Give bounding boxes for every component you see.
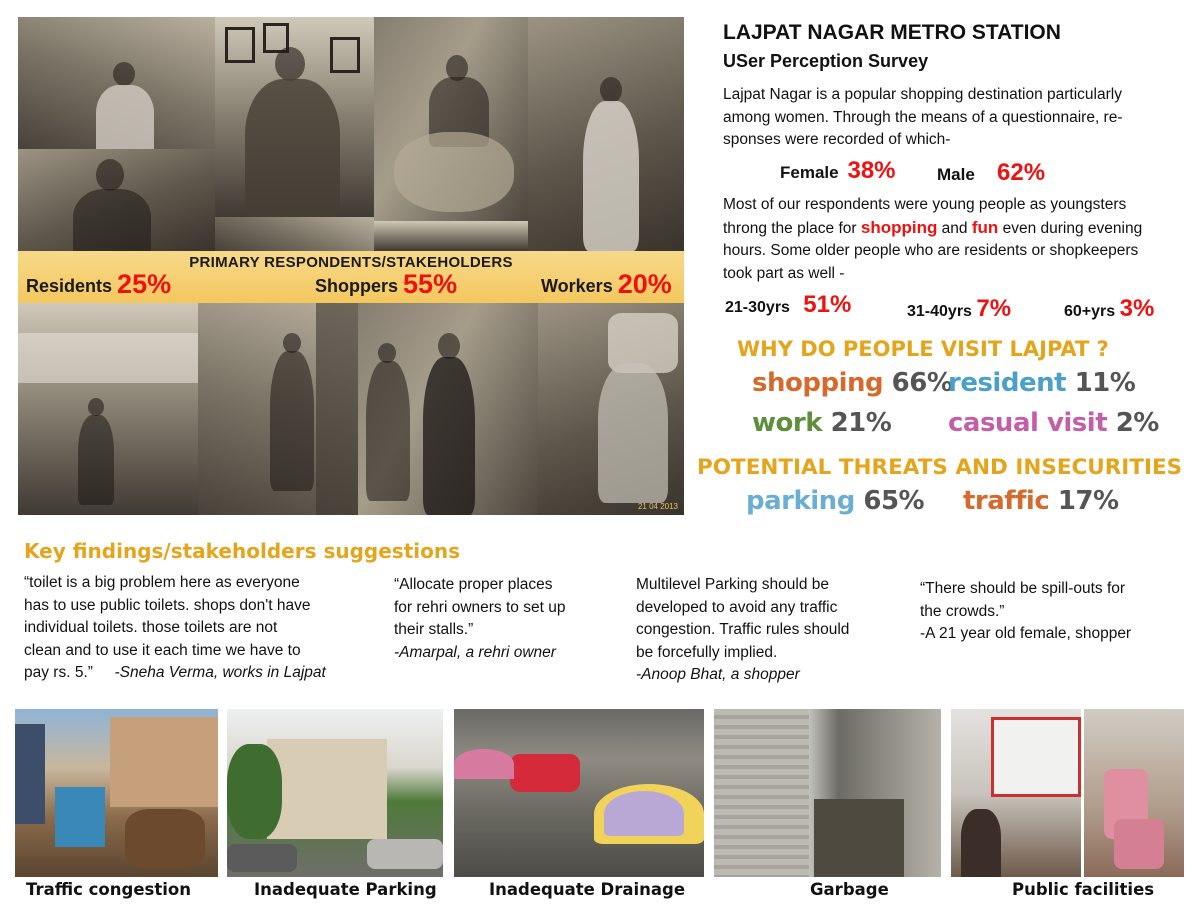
quote-line: “toilet is a big problem here as everyone	[24, 574, 300, 591]
stat-value: 3%	[1119, 295, 1155, 322]
quote-line	[24, 662, 326, 685]
text-run: even during evening	[998, 219, 1143, 237]
text-run: and	[937, 219, 972, 237]
stat-label: 31-40yrs	[907, 303, 972, 320]
threat-parking	[746, 486, 924, 516]
quote-line: their stalls.”	[394, 621, 474, 638]
quote-author: -Amarpal, a rehri owner	[394, 643, 556, 661]
caption-inadequate-drainage: Inadequate Drainage	[489, 880, 686, 899]
photo-vendor-woman	[374, 17, 528, 221]
group-label: Residents	[26, 276, 113, 296]
photo-young-man	[18, 149, 215, 251]
caption-public-facilities: Public facilities	[1012, 880, 1155, 899]
threat-traffic	[963, 486, 1119, 516]
page-subtitle: USer Perception Survey	[723, 51, 929, 71]
quote-toilets	[24, 572, 326, 685]
quote-spill-outs	[920, 578, 1131, 646]
threat-percent: 17%	[1057, 486, 1119, 516]
quote-line: for rehri owners to set up	[394, 598, 566, 616]
paragraph-line: Most of our respondents were young people as youngsters	[723, 196, 1127, 213]
group-percent: 20%	[617, 269, 672, 299]
quote-line: the crowds.”	[920, 602, 1005, 620]
stat-label: 21-30yrs	[725, 299, 790, 316]
caption-traffic-congestion: Traffic congestion	[26, 880, 191, 899]
highlight-fun: fun	[971, 217, 999, 237]
photo-public-facilities-2	[1084, 709, 1184, 877]
stat-value: 7%	[976, 295, 1012, 322]
group-percent: 25%	[117, 269, 172, 299]
quote-line: clean and to use it each time we have to	[24, 641, 301, 659]
quote-line: Multilevel Parking should be	[636, 576, 829, 593]
key-findings-title: Key findings/stakeholders suggestions	[24, 539, 460, 563]
threat-label: parking	[746, 486, 855, 516]
stat-value: 51%	[803, 291, 852, 318]
reason-percent: 2%	[1115, 408, 1159, 438]
primary-respondents-banner	[18, 251, 684, 303]
photo-walkers	[198, 303, 358, 515]
photo-shop-worker	[215, 17, 374, 217]
visit-reason-casual	[948, 408, 1159, 438]
photo-street-view	[18, 303, 198, 515]
text-run: throng the place for	[723, 219, 861, 237]
photo-inadequate-parking	[227, 709, 443, 877]
photo-market-men	[358, 303, 538, 515]
paragraph-line: took part as well -	[723, 264, 845, 282]
reason-label: shopping	[752, 368, 884, 398]
photo-traffic-congestion	[15, 709, 218, 877]
quote-line: individual toilets. those toilets are not	[24, 619, 278, 636]
stat-value: 38%	[847, 157, 896, 184]
age-21-30-stat	[725, 291, 851, 319]
stat-label: Male	[937, 165, 975, 184]
group-label: Shoppers	[315, 276, 399, 296]
group-label: Workers	[541, 276, 613, 296]
quote-author: -Sneha Verma, works in Lajpat	[114, 664, 326, 681]
photo-garbage	[714, 709, 941, 877]
visit-reason-work	[752, 408, 891, 438]
date-stamp: 21 04 2013	[637, 502, 678, 511]
visit-reason-resident	[948, 368, 1135, 398]
quote-line: developed to avoid any traffic	[636, 598, 838, 616]
intro-paragraph	[723, 84, 1123, 152]
respondent-group-shoppers	[315, 269, 457, 300]
threat-percent: 65%	[863, 486, 925, 516]
photo-inadequate-drainage	[454, 709, 704, 877]
age-60-plus-stat	[1064, 295, 1154, 323]
quote-rehri	[394, 574, 565, 664]
quote-parking	[636, 574, 849, 687]
intro-line: among women. Through the means of a questionnaire, re-	[723, 108, 1123, 126]
respondents-paragraph	[723, 194, 1142, 285]
reason-label: work	[752, 408, 822, 438]
stat-label: 60+yrs	[1064, 303, 1116, 320]
respondent-group-residents	[26, 269, 171, 300]
reason-label: casual visit	[948, 408, 1108, 438]
stat-value: 62%	[997, 159, 1046, 186]
quote-author: -Anoop Bhat, a shopper	[636, 666, 800, 683]
visit-reason-shopping	[752, 368, 952, 398]
stat-label: Female	[780, 163, 839, 182]
intro-line: Lajpat Nagar is a popular shopping destination particularly	[723, 86, 1122, 103]
photo-market-stalls	[374, 221, 528, 251]
photo-street-crowd	[215, 217, 374, 251]
quote-line: -A 21 year old female, shopper	[920, 625, 1132, 642]
photo-shopkeeper	[18, 17, 215, 149]
banner-title: PRIMARY RESPONDENTS/STAKEHOLDERS	[189, 254, 513, 271]
photo-woman-shopper	[538, 303, 684, 515]
threat-label: traffic	[963, 486, 1050, 516]
quote-line: has to use public toilets. shops don't have	[24, 596, 311, 614]
paragraph-line: hours. Some older people who are residents or shopkeepers	[723, 242, 1139, 259]
caption-inadequate-parking: Inadequate Parking	[254, 880, 437, 899]
quote-line: be forcefully implied.	[636, 643, 778, 661]
age-31-40-stat	[907, 295, 1011, 323]
threats-heading: POTENTIAL THREATS AND INSECURITIES	[697, 455, 1183, 480]
intro-line: sponses were recorded of which-	[723, 131, 951, 148]
caption-garbage: Garbage	[810, 880, 889, 899]
gender-female-stat	[780, 157, 896, 185]
quote-line: “There should be spill-outs for	[920, 580, 1126, 597]
paragraph-line	[723, 217, 1142, 241]
page-title: LAJPAT NAGAR METRO STATION	[723, 21, 1061, 44]
reason-percent: 11%	[1074, 368, 1136, 398]
highlight-shopping: shopping	[860, 217, 938, 237]
visit-heading: WHY DO PEOPLE VISIT LAJPAT ?	[737, 337, 1109, 361]
photo-old-man	[528, 17, 684, 251]
reason-label: resident	[948, 368, 1067, 398]
reason-percent: 21%	[830, 408, 892, 438]
group-percent: 55%	[403, 269, 458, 299]
quote-text: pay rs. 5.”	[24, 664, 93, 681]
photo-public-facilities-1	[951, 709, 1081, 877]
quote-line: “Allocate proper places	[394, 576, 553, 593]
gender-male-stat	[937, 159, 1045, 187]
quote-line: congestion. Traffic rules should	[636, 621, 850, 638]
respondent-group-workers	[541, 269, 672, 300]
reason-percent: 66%	[891, 368, 953, 398]
